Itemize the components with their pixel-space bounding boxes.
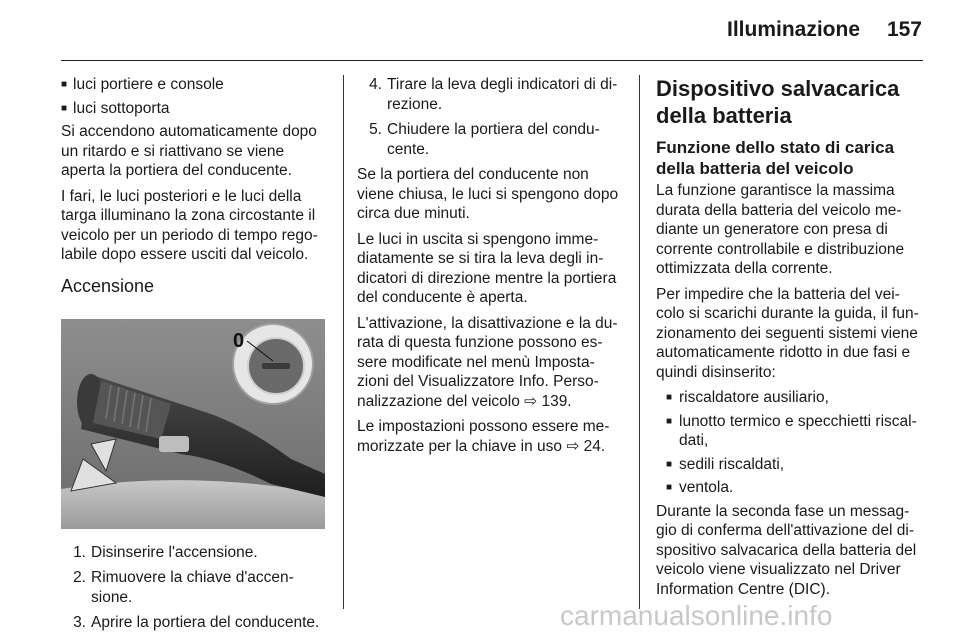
section-title: Dispositivo salvacarica della batteria (656, 76, 900, 128)
list-item: ■ luci sottoporta (61, 99, 170, 117)
paragraph: Le impostazioni possono essere me-morizzate per la chiave in uso ⇨ 24. (357, 418, 610, 455)
section-heading: Accensione (61, 275, 155, 296)
bullet-icon: ■ (666, 415, 673, 427)
list-item: ■ ventola. (656, 478, 924, 498)
bullet-icon: ■ (61, 102, 68, 114)
paragraph: Durante la seconda fase un messag-gio di conferma dell'attivazione del di-spositivo salvacarica della batteria del veicolo viene visualizzato nel Driver Information Centre (DIC). (656, 502, 917, 598)
paragraph: Le luci in uscita si spengono imme-diatamente se si tira la leva degli in-dicatori di direzione mentre la portiera del conducente è aperta. (357, 230, 617, 306)
column-2 (357, 75, 623, 462)
list-item: ■ luci portiere e console (61, 76, 224, 93)
paragraph: I fari, le luci posteriori e le luci della targa illuminano la zona circostante il veicolo per un periodo di tempo rego-labile dopo essere usciti dal veicolo. (61, 187, 318, 263)
paragraph: Si accendono automaticamente dopo un ritardo e si riattivano se viene aperta la portiera del conducente. (61, 123, 317, 179)
paragraph: L'attivazione, la disattivazione e la du-rata di questa funzione possono es-sere modificate nel menù Imposta-zioni del Visualizzatore Info. Perso-nalizzazione del veicolo ⇨ 139. (357, 314, 618, 410)
paragraph: Se la portiera del conducente non viene chiusa, le luci si spengono dopo circa due minuti. (357, 166, 619, 222)
bullet-icon: ■ (666, 482, 673, 493)
column-3 (656, 75, 924, 605)
ignition-off-symbol: 0 (233, 329, 245, 352)
column-divider (639, 75, 640, 609)
list-item: 3. Aprire la portiera del conducente. (73, 614, 320, 631)
list-item: ■ sedili riscaldati, (656, 455, 924, 475)
list-item: ■ lunotto termico e specchietti riscal-dati, (656, 412, 924, 451)
list-item: 5. Chiudere la portiera del condu-cente. (369, 121, 600, 158)
bullet-icon: ■ (666, 392, 673, 403)
watermark: carmanualsonline.info (560, 600, 833, 631)
lever-illustration (61, 319, 325, 529)
column-divider (343, 75, 344, 609)
column-1 (61, 75, 326, 639)
page-header-title: Illuminazione (726, 18, 860, 41)
list-item: 2. Rimuovere la chiave d'accen-sione. (73, 569, 294, 606)
subsection-title: Funzione dello stato di carica della batteria del veicolo (656, 138, 895, 178)
paragraph: La funzione garantisce la massima durata della batteria del veicolo me-diante un generatore con presa di corrente controllabile e distribuzione ottimizzata della corrente. (656, 182, 905, 277)
page-number: 157 (886, 18, 922, 41)
paragraph: Per impedire che la batteria del vei-colo si scarichi durante la guida, il fun-zionamento dei seguenti sistemi viene automaticamente ridotto in due fasi e quindi disinserito: (656, 285, 919, 381)
list-item: ■ riscaldatore ausiliario, (656, 388, 924, 408)
bullet-icon: ■ (61, 79, 68, 90)
list-item: 4. Tirare la leva degli indicatori di di-rezione. (369, 76, 618, 113)
header-rule (61, 60, 923, 61)
list-item: 1. Disinserire l'accensione. (73, 543, 258, 561)
bullet-icon: ■ (666, 458, 673, 470)
figure-turn-signal-lever (61, 319, 325, 529)
